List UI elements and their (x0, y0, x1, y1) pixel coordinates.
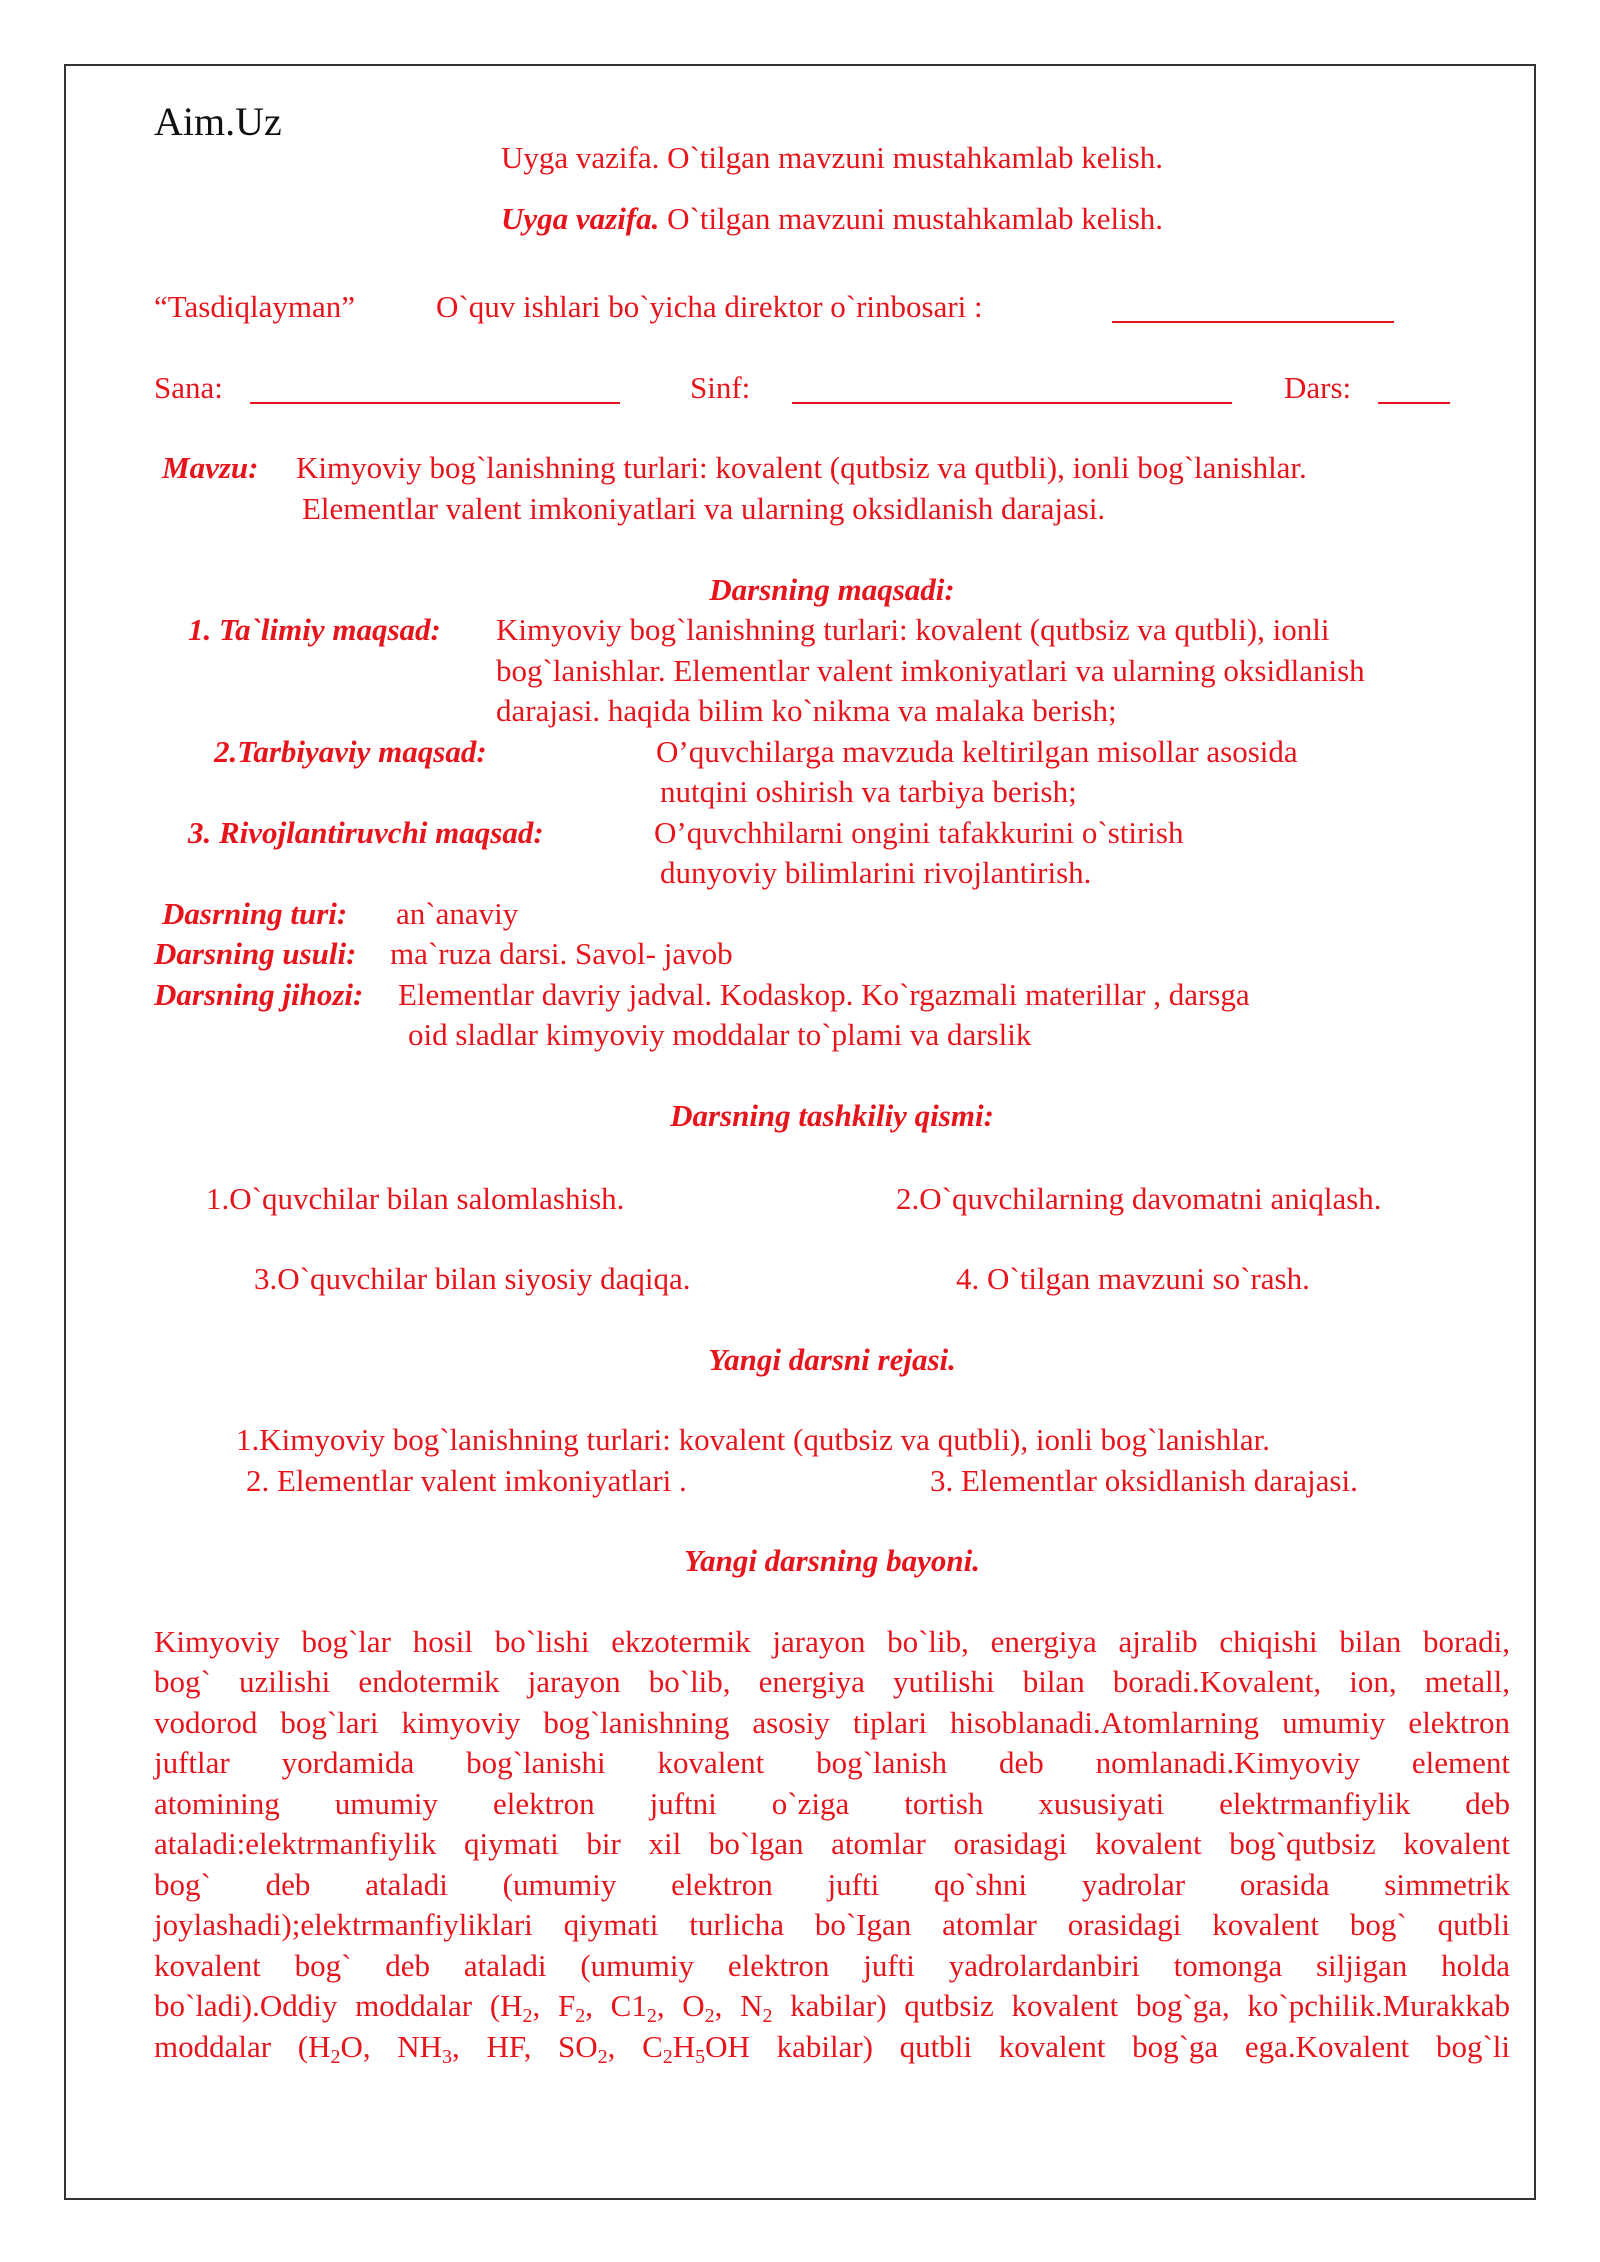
plan-row-2 (154, 1461, 1510, 1502)
body-line-11-part-f: OH kabilar) qutbli kovalent bog`ga ega.Kovalent bog`li (705, 2028, 1510, 2064)
goal-developing-line-1: O’quvchhilarni ongini tafakkurini o`stirish (654, 814, 1184, 850)
body-line-1: Kimyoviy bog`lar hosil bo`lishi ekzotermik jarayon bo`lib, energiya ajralib chiqishi bilan boradi, (154, 1623, 1510, 1659)
topic-line-2: Elementlar valent imkoniyatlari va ularning oksidlanish darajasi. (302, 490, 1106, 526)
lesson-method-value: ma`ruza darsi. Savol- javob (390, 936, 733, 971)
organization-step-3: 3.O`quvchilar bilan siyosiy daqiqa. (254, 1261, 691, 1296)
homework-line-1: Uyga vazifa. O`tilgan mavzuni mustahkamlab kelish. (500, 140, 1163, 175)
goal-developing-label: 3. Rivojlantiruvchi maqsad: (188, 814, 544, 850)
subscript: 2 (646, 2005, 657, 2027)
document-page (64, 64, 1536, 2200)
topic-line-1: Kimyoviy bog`lanishning turlari: kovalent (qutbsiz va qutbli), ionli bog`lanishlar. (296, 450, 1307, 485)
subscript: 2 (762, 2005, 773, 2027)
subscript: 2 (575, 2005, 586, 2027)
approval-label: “Tasdiqlayman” (154, 289, 355, 324)
site-logo: Aim.Uz (154, 99, 282, 144)
body-line-11-part-b: O, NH (340, 2028, 443, 2064)
body-line-10-part-c: , C1 (585, 1988, 647, 2023)
body-line-11-part-d: , C (607, 2028, 663, 2064)
plan-item-2: 2. Elementlar valent imkoniyatlari . (246, 1462, 687, 1498)
body-line-7: bog` deb ataladi (umumiy elektron jufti qo`shni yadrolar orasida simmetrik (154, 1866, 1510, 1902)
spacer (154, 1380, 1510, 1420)
body-line-11-part-a: moddalar (H (154, 2028, 331, 2064)
body-line-10-part-a: bo`ladi).Oddiy moddalar (H (154, 1988, 523, 2023)
lesson-equipment-row-2 (154, 1015, 1510, 1056)
subscript: 2 (597, 2045, 608, 2068)
body-line-9: kovalent bog` deb ataladi (umumiy elektron jufti yadrolardanbiri tomonga siljigan holda (154, 1947, 1510, 1983)
goals-heading: Darsning maqsadi: (709, 571, 955, 607)
body-line-4: juftlar yordamida bog`lanishi kovalent bog`lanish deb nomlanadi.Kimyoviy element (154, 1745, 1510, 1780)
body-line-10 (154, 1986, 1510, 2027)
goal-educational-row-2 (154, 651, 1510, 692)
homework-text: O`tilgan mavzuni mustahkamlab kelish. (659, 200, 1164, 236)
lesson-method-label: Darsning usuli: (154, 936, 357, 971)
spacer (154, 1056, 1510, 1097)
goal-upbringing-line-2: nutqini oshirish va tarbiya berish; (660, 774, 1077, 809)
lesson-type-label: Dasrning turi: (162, 895, 348, 931)
class-line (792, 376, 1232, 404)
goal-developing-row-1 (154, 813, 1510, 854)
approval-role: O`quv ishlari bo`yicha direktor o`rinbosari : (436, 289, 983, 324)
body-line-11 (154, 2027, 1510, 2068)
approval-signature-line (1112, 295, 1394, 323)
body-line-10-part-e: , N (714, 1988, 763, 2023)
goal-developing-row-2 (154, 853, 1510, 894)
organization-heading: Darsning tashkiliy qismi: (670, 1098, 994, 1133)
goal-educational-row-3 (154, 691, 1510, 732)
spacer (154, 1300, 1510, 1340)
topic-row-1 (154, 448, 1510, 489)
goal-educational-line-2: bog`lanishlar. Elementlar valent imkoniyatlari va ularning oksidlanish (496, 652, 1365, 688)
plan-row-1 (154, 1420, 1510, 1461)
date-line (250, 376, 620, 404)
body-heading: Yangi darsning bayoni. (683, 1543, 981, 1578)
topic-label: Mavzu: (162, 450, 259, 485)
subscript: 2 (330, 2045, 341, 2068)
lesson-type-row (154, 894, 1510, 935)
body-line-3: vodorod bog`lari kimyoviy bog`lanishning asosiy tiplari hisoblanadi.Atomlarning umumiy elektron (154, 1704, 1510, 1740)
body-line-8: joylashadi);elektrmanfiyliklari qiymati turlicha bo`Igan atomlar orasidagi kovalent bog` qutbli (154, 1907, 1510, 1942)
lesson-equipment-row-1 (154, 975, 1510, 1016)
spacer (154, 1582, 1510, 1622)
plan-heading: Yangi darsni rejasi. (708, 1341, 956, 1377)
goal-upbringing-row-2 (154, 772, 1510, 813)
goal-upbringing-label: 2.Tarbiyaviy maqsad: (214, 733, 487, 769)
lesson-label: Dars: (1284, 369, 1352, 405)
homework-label: Uyga vazifa. (500, 200, 660, 236)
lesson-method-row (154, 934, 1510, 975)
organization-step-4: 4. O`tilgan mavzuni so`rash. (956, 1261, 1310, 1296)
body-paragraph (154, 1622, 1510, 2068)
organization-row-2 (154, 1259, 1510, 1300)
spacer (154, 1137, 1510, 1179)
body-line-11-part-c: , HF, SO (452, 2028, 598, 2064)
goal-educational-line-3: darajasi. haqida bilim ko`nikma va malaka berish; (496, 693, 1117, 728)
organization-row-1 (154, 1179, 1510, 1220)
lesson-equipment-label: Darsning jihozi: (154, 976, 364, 1012)
lesson-equipment-line-2: oid sladlar kimyoviy moddalar to`plami va darslik (408, 1017, 1032, 1052)
spacer (154, 328, 1510, 368)
goal-educational-row-1 (154, 610, 1510, 651)
spacer (154, 1501, 1510, 1541)
date-label: Sana: (154, 369, 223, 405)
class-label: Sinf: (690, 369, 751, 405)
plan-item-1: 1.Kimyoviy bog`lanishning turlari: kovalent (qutbsiz va qutbli), ionli bog`lanishlar. (236, 1422, 1271, 1457)
goal-developing-line-2: dunyoviy bilimlarini rivojlantirish. (660, 855, 1092, 890)
lesson-equipment-line-1: Elementlar davriy jadval. Kodaskop. Ko`rgazmali materillar , darsga (398, 976, 1250, 1012)
plan-item-3: 3. Elementlar oksidlanish darajasi. (930, 1462, 1358, 1498)
spacer (154, 179, 1510, 199)
lesson-line (1378, 376, 1450, 404)
subscript: 3 (442, 2045, 453, 2068)
spacer (154, 239, 1510, 287)
lesson-type-value: an`anaviy (396, 895, 519, 931)
goal-upbringing-row-1 (154, 732, 1510, 773)
spacer (154, 1219, 1510, 1259)
document-content (154, 98, 1510, 2067)
topic-row-2 (154, 489, 1510, 530)
fields-row (154, 368, 1510, 409)
subscript: 2 (522, 2005, 533, 2027)
body-line-10-part-b: , F (532, 1988, 576, 2023)
organization-step-2: 2.O`quvchilarning davomatni aniqlash. (896, 1180, 1382, 1216)
body-line-10-part-d: , O (656, 1988, 705, 2023)
goal-educational-line-1: Kimyoviy bog`lanishning turlari: kovalent (qutbsiz va qutbli), ionli (496, 612, 1330, 647)
organization-step-1: 1.O`quvchilar bilan salomlashish. (206, 1180, 625, 1216)
approval-row (154, 287, 1510, 328)
subscript: 2 (662, 2045, 673, 2068)
goal-educational-label: 1. Ta`limiy maqsad: (188, 612, 441, 647)
body-line-6: ataladi:elektrmanfiylik qiymati bir xil bo`lgan atomlar orasidagi kovalent bog`qutbsiz kovalent (154, 1826, 1510, 1861)
subscript: 5 (695, 2045, 706, 2068)
body-line-11-part-e: H (672, 2028, 696, 2064)
homework-line-2 (154, 199, 1510, 240)
spacer (154, 529, 1510, 570)
body-line-10-part-f: kabilar) qutbsiz kovalent bog`ga, ko`pchilik.Murakkab (772, 1988, 1511, 2023)
subscript: 2 (704, 2005, 715, 2027)
body-line-5: atomining umumiy elektron juftni o`ziga tortish xususiyati elektrmanfiylik deb (154, 1785, 1510, 1821)
spacer (154, 408, 1510, 448)
goal-upbringing-line-1: O’quvchilarga mavzuda keltirilgan misollar asosida (656, 733, 1298, 769)
body-line-2: bog` uzilishi endotermik jarayon bo`lib, energiya yutilishi bilan boradi.Kovalent, ion, metall, (154, 1664, 1510, 1699)
